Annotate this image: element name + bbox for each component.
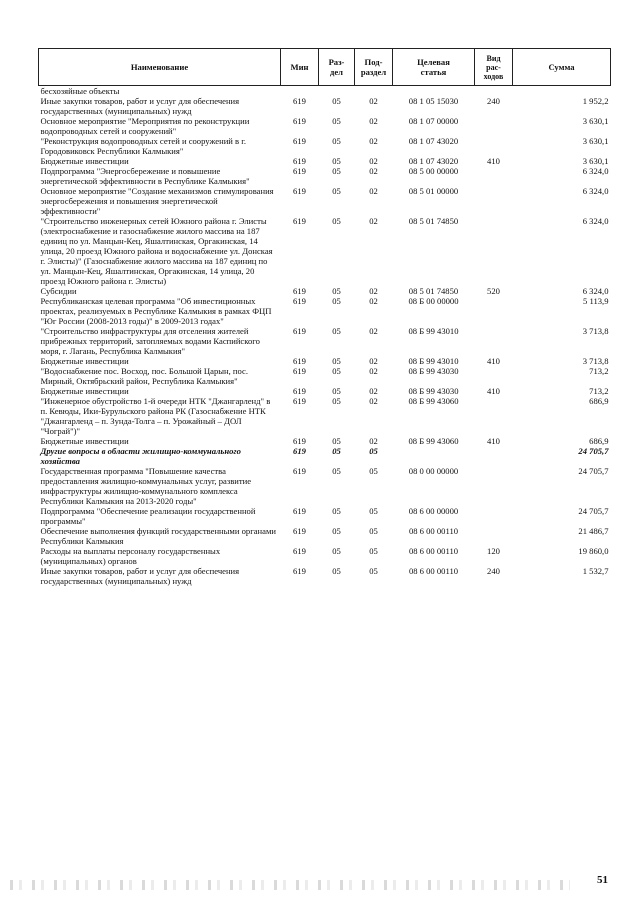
cell-podrazdel: 02: [369, 326, 378, 336]
cell-vid: 410: [487, 386, 500, 396]
cell-vid: 520: [487, 286, 500, 296]
header-razdel: Раз- дел: [319, 49, 355, 86]
cell-vid: 120: [487, 546, 500, 556]
cell-min: 619: [293, 96, 306, 106]
cell-razdel: 05: [332, 96, 341, 106]
cell-razdel: [319, 86, 355, 97]
cell-min: [281, 86, 319, 97]
cell-celevaya: 08 5 00 00000: [408, 166, 459, 176]
cell-podrazdel: 02: [369, 296, 378, 306]
cell-celevaya: 08 Б 99 43060: [408, 396, 459, 406]
cell-razdel: 05: [332, 156, 341, 166]
cell-podrazdel: 02: [369, 166, 378, 176]
cell-celevaya: 08 0 00 00000: [408, 466, 459, 476]
cell-name: Республиканская целевая программа "Об инвестиционных проектах, реализуемых в Республике Калмыкия в рамках ФЦП "Юг России (2008-2013 годы)" в 2009-2013 годах": [40, 296, 272, 326]
cell-name: Бюджетные инвестиции: [40, 386, 129, 396]
header-summa: Сумма: [513, 49, 611, 86]
cell-celevaya: 08 5 01 00000: [408, 186, 459, 196]
table-row: [39, 506, 611, 526]
cell-summa: 19 860,0: [578, 546, 609, 556]
cell-razdel: 05: [332, 436, 341, 446]
cell-min: 619: [293, 156, 306, 166]
cell-vid: [475, 186, 513, 216]
page-number: 51: [597, 874, 608, 886]
cell-summa: 6 324,0: [582, 286, 609, 296]
cell-podrazdel: 02: [369, 436, 378, 446]
cell-vid: [475, 116, 513, 136]
table-row: [39, 546, 611, 566]
cell-podrazdel: 02: [369, 286, 378, 296]
cell-min: 619: [293, 566, 306, 576]
cell-name: "Реконструкция водопроводных сетей и сооружений в г. Городовиковск Республики Калмыкия": [40, 136, 246, 156]
table-row: [39, 116, 611, 136]
cell-podrazdel: 05: [369, 466, 378, 476]
cell-summa: 713,2: [589, 366, 609, 376]
cell-summa: 3 630,1: [582, 116, 609, 126]
header-vid: Вид рас- ходов: [475, 49, 513, 86]
table-row: [39, 156, 611, 166]
cell-celevaya: 08 Б 99 43030: [408, 366, 459, 376]
cell-summa: 6 324,0: [582, 166, 609, 176]
cell-min: 619: [293, 356, 306, 366]
cell-vid: [475, 466, 513, 506]
cell-celevaya: 08 1 05 15030: [408, 96, 459, 106]
cell-min: 619: [293, 546, 306, 556]
cell-vid: [475, 166, 513, 186]
cell-podrazdel: 02: [369, 136, 378, 146]
cell-summa: 686,9: [589, 436, 609, 446]
cell-celevaya: 08 6 00 00110: [408, 526, 459, 536]
table-row: [39, 396, 611, 436]
table-row: [39, 526, 611, 546]
cell-razdel: 05: [332, 566, 341, 576]
table-row: [39, 386, 611, 396]
cell-name: Бюджетные инвестиции: [40, 436, 129, 446]
cell-min: 619: [293, 506, 306, 516]
cell-podrazdel: 05: [369, 446, 378, 456]
cell-name: "Строительство инженерных сетей Южного района г. Элисты (электроснабжение и газоснабжение жилого массива на 187 единиц по ул. Манцын-Кец, Яшалтинская, Оргакинская, 14 улица, 20 проезд Южного района и водоснабжение ул. Донская г. Элисты)" (Газоснабжение жилого массива на 187 единиц по ул. Манцын-Кец, Яшалтинская, Оргакинская, 14 улица, 20 проезд Южного района г. Элисты): [40, 216, 273, 286]
cell-celevaya: 08 6 00 00000: [408, 506, 459, 516]
cell-min: 619: [293, 436, 306, 446]
cell-razdel: 05: [332, 216, 341, 226]
table-row: [39, 186, 611, 216]
cell-vid: [475, 396, 513, 436]
cell-min: 619: [293, 446, 306, 456]
table-row: [39, 286, 611, 296]
cell-summa: 3 713,8: [582, 326, 609, 336]
cell-razdel: 05: [332, 506, 341, 516]
table-row: [39, 366, 611, 386]
cell-summa: 3 630,1: [582, 156, 609, 166]
cell-celevaya: 08 1 07 43020: [408, 136, 459, 146]
cell-razdel: 05: [332, 166, 341, 176]
table-row: [39, 436, 611, 446]
cell-celevaya: 08 1 07 43020: [408, 156, 459, 166]
table-row: [39, 326, 611, 356]
cell-podrazdel: 02: [369, 396, 378, 406]
cell-name: Бюджетные инвестиции: [40, 356, 129, 366]
cell-min: 619: [293, 166, 306, 176]
cell-podrazdel: [355, 86, 393, 97]
cell-celevaya: [393, 86, 475, 97]
cell-celevaya: 08 5 01 74850: [408, 286, 459, 296]
cell-podrazdel: 02: [369, 386, 378, 396]
table-row: [39, 166, 611, 186]
cell-celevaya: 08 Б 99 43030: [408, 386, 459, 396]
cell-vid: [475, 446, 513, 466]
cell-vid: [475, 506, 513, 526]
table-row: [39, 466, 611, 506]
table-row: [39, 216, 611, 286]
cell-name: Иные закупки товаров, работ и услуг для обеспечения государственных (муниципальных) нужд: [40, 566, 240, 586]
cell-vid: [475, 296, 513, 326]
cell-podrazdel: 02: [369, 156, 378, 166]
table-body: [39, 86, 611, 587]
cell-name: Государственная программа "Повышение качества предоставления жилищно-коммунальных услуг, развитие инфраструктуры жилищно-коммунального комплекса Республики Калмыкия на 2013-2020 годы": [40, 466, 252, 506]
cell-celevaya: 08 6 00 00110: [408, 566, 459, 576]
cell-vid: [475, 366, 513, 386]
cell-celevaya: 08 Б 00 00000: [408, 296, 459, 306]
cell-min: 619: [293, 286, 306, 296]
cell-summa: 24 705,7: [578, 446, 609, 456]
header-name: Наименование: [39, 49, 281, 86]
cell-min: 619: [293, 136, 306, 146]
cell-razdel: 05: [332, 386, 341, 396]
cell-summa: 6 324,0: [582, 216, 609, 226]
cell-razdel: 05: [332, 116, 341, 126]
cell-razdel: 05: [332, 356, 341, 366]
cell-summa: 686,9: [589, 396, 609, 406]
cell-summa: 3 713,8: [582, 356, 609, 366]
cell-razdel: 05: [332, 286, 341, 296]
table-row: [39, 296, 611, 326]
cell-podrazdel: 02: [369, 356, 378, 366]
cell-min: 619: [293, 396, 306, 406]
cell-name: Основное мероприятие "Мероприятия по реконструкции водопроводных сетей и сооружений": [40, 116, 250, 136]
cell-podrazdel: 02: [369, 216, 378, 226]
table-row: [39, 86, 611, 97]
cell-min: 619: [293, 116, 306, 126]
table-row: [39, 136, 611, 156]
table-header-row: [39, 49, 611, 86]
cell-summa: [513, 86, 611, 97]
header-celevaya: Целевая статья: [393, 49, 475, 86]
cell-name: бесхозяйные объекты: [40, 86, 120, 96]
cell-summa: 6 324,0: [582, 186, 609, 196]
cell-podrazdel: 05: [369, 546, 378, 556]
cell-razdel: 05: [332, 186, 341, 196]
cell-name: Обеспечение выполнения функций государственными органами Республики Калмыкия: [40, 526, 276, 546]
cell-min: 619: [293, 186, 306, 196]
cell-celevaya: 08 Б 99 43060: [408, 436, 459, 446]
cell-vid: [475, 326, 513, 356]
cell-name: "Водоснабжение пос. Восход, пос. Большой Царын, пос. Мирный, Октябрьский район, Республика Калмыкия": [40, 366, 248, 386]
cell-podrazdel: 05: [369, 506, 378, 516]
cell-razdel: 05: [332, 546, 341, 556]
cell-vid: 410: [487, 356, 500, 366]
cell-razdel: 05: [332, 446, 341, 456]
cell-vid: 240: [487, 566, 500, 576]
cell-summa: 5 113,9: [583, 296, 609, 306]
table-row: [39, 566, 611, 586]
cell-name: Расходы на выплаты персоналу государственных (муниципальных) органов: [40, 546, 221, 566]
cell-celevaya: [393, 446, 475, 466]
cell-name: "Строительство инфраструктуры для отселения жителей прибрежных территорий, затопляемых водами Каспийского моря, г. Лагань, Республика Калмыкия": [40, 326, 260, 356]
cell-podrazdel: 02: [369, 186, 378, 196]
table-row: [39, 446, 611, 466]
cell-name: Субсидии: [40, 286, 77, 296]
cell-name: Иные закупки товаров, работ и услуг для обеспечения государственных (муниципальных) нужд: [40, 96, 240, 116]
header-podrazdel: Под- раздел: [355, 49, 393, 86]
cell-vid: 240: [487, 96, 500, 106]
table-row: [39, 356, 611, 366]
cell-podrazdel: 02: [369, 116, 378, 126]
cell-name: Бюджетные инвестиции: [40, 156, 129, 166]
cell-vid: [475, 136, 513, 156]
cell-celevaya: 08 Б 99 43010: [408, 326, 459, 336]
cell-razdel: 05: [332, 326, 341, 336]
cell-summa: 24 705,7: [578, 466, 609, 476]
cell-min: 619: [293, 216, 306, 226]
cell-min: 619: [293, 326, 306, 336]
cell-name: Основное мероприятие "Создание механизмов стимулирования энергосбережения и повышения энергетической эффективности": [40, 186, 274, 216]
cell-podrazdel: 05: [369, 566, 378, 576]
cell-min: 619: [293, 526, 306, 536]
header-min: Мин: [281, 49, 319, 86]
cell-razdel: 05: [332, 136, 341, 146]
cell-razdel: 05: [332, 396, 341, 406]
scan-artifact: [10, 880, 570, 890]
cell-celevaya: 08 1 07 00000: [408, 116, 459, 126]
cell-summa: 24 705,7: [578, 506, 609, 516]
cell-podrazdel: 02: [369, 366, 378, 376]
cell-vid: [475, 216, 513, 286]
cell-min: 619: [293, 466, 306, 476]
budget-table: [38, 48, 611, 586]
cell-summa: 713,2: [589, 386, 609, 396]
cell-celevaya: 08 5 01 74850: [408, 216, 459, 226]
cell-podrazdel: 05: [369, 526, 378, 536]
cell-name: Другие вопросы в области жилищно-коммунального хозяйства: [40, 446, 241, 466]
cell-podrazdel: 02: [369, 96, 378, 106]
cell-razdel: 05: [332, 366, 341, 376]
cell-vid: 410: [487, 156, 500, 166]
cell-name: Подпрограмма "Обеспечение реализации государственной программы": [40, 506, 256, 526]
table-row: [39, 96, 611, 116]
cell-razdel: 05: [332, 466, 341, 476]
cell-vid: [475, 526, 513, 546]
cell-vid: [475, 86, 513, 97]
cell-celevaya: 08 Б 99 43010: [408, 356, 459, 366]
cell-summa: 1 532,7: [582, 566, 609, 576]
cell-min: 619: [293, 386, 306, 396]
cell-min: 619: [293, 366, 306, 376]
cell-vid: 410: [487, 436, 500, 446]
cell-summa: 1 952,2: [582, 96, 609, 106]
cell-min: 619: [293, 296, 306, 306]
cell-name: "Инженерное обустройство 1-й очереди НТК "Джангарленд" в п. Кевюды, Ики-Бурульского района РК (Газоснабжение НТК "Джангарленд – п. Зунда-Толга – п. Урожайный – ДОЛ "Чограй")": [40, 396, 271, 436]
cell-summa: 21 486,7: [578, 526, 609, 536]
cell-razdel: 05: [332, 296, 341, 306]
cell-summa: 3 630,1: [582, 136, 609, 146]
cell-razdel: 05: [332, 526, 341, 536]
cell-name: Подпрограмма "Энергосбережение и повышение энергетической эффективности в Республике Калмыкия": [40, 166, 250, 186]
cell-celevaya: 08 6 00 00110: [408, 546, 459, 556]
